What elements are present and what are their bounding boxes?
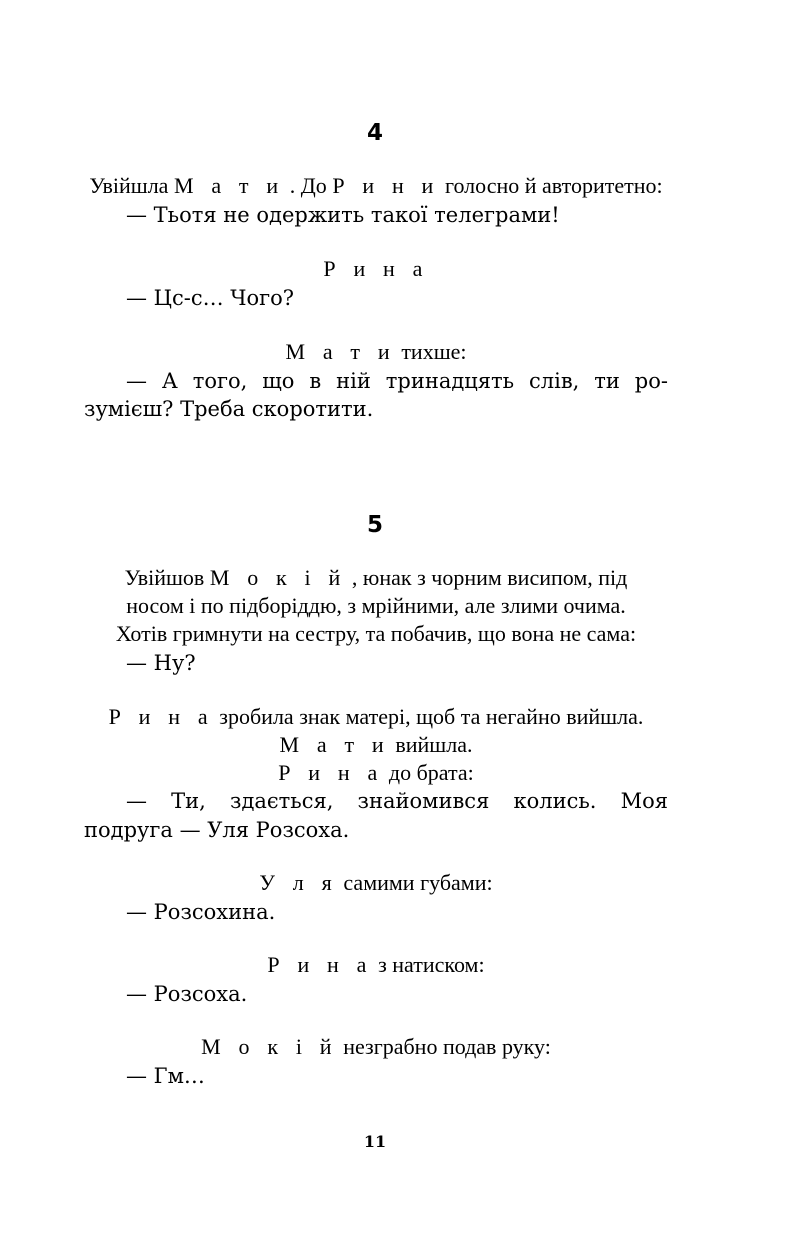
stage-direction: М а т и тихше: [285, 339, 467, 364]
character-name: М о к і й [201, 1034, 338, 1059]
dialogue-line: — Гм… [126, 1064, 205, 1088]
character-name: Р и н а [278, 760, 384, 785]
stage-direction: Р и н а зробила знак матері, щоб та негайно вийшла. [108, 704, 644, 729]
stage-direction: Увійшов М о к і й , юнак з чорним висипом, під [124, 565, 628, 590]
character-name: М а т и [285, 339, 396, 364]
dialogue-line: — Розсоха. [126, 982, 248, 1006]
stage-direction: М а т и вийшла. [279, 732, 473, 757]
stage-direction: Увійшла М а т и . До Р и н и голосно й авторитетно: [89, 173, 663, 198]
stage-direction [84, 255, 668, 283]
dialogue-line: — Цс-с… Чого? [126, 286, 295, 310]
character-name: У л я [259, 870, 338, 895]
page-number: 11 [363, 1132, 387, 1151]
character-name: М а т и [279, 732, 390, 757]
dialogue-line: зумієш? Треба скоротити. [84, 397, 374, 421]
character-name: Р и н и [332, 173, 440, 198]
dialogue-line: — Розсохина. [126, 900, 276, 924]
character-name: Р и н а [108, 704, 214, 729]
stage-direction: У л я самими губами: [259, 870, 493, 895]
dialogue-line: — Ну? [126, 651, 196, 675]
stage-direction: Р и н а з натиском: [267, 952, 485, 977]
stage-direction: Р и н а до брата: [278, 760, 474, 785]
dialogue-line: — А того, що в ній тринадцять слів, ти ро- [126, 369, 668, 393]
dialogue-line: — Ти, здається, знайомився колись. Моя [126, 789, 668, 813]
stage-direction: М о к і й незграбно подав руку: [201, 1034, 551, 1059]
dialogue-line: — Тьотя не одержить такої телеграми! [126, 203, 560, 227]
character-name: М о к і й [209, 565, 347, 590]
dialogue-line: подруга — Уля Розсоха. [84, 818, 350, 842]
character-name: М а т и [173, 173, 285, 198]
character-name: Р и н а [323, 256, 429, 281]
stage-direction: Хотів гримнути на сестру, та побачив, що вона не сама: [115, 621, 637, 646]
character-name: Р и н а [267, 952, 373, 977]
scene-number-5: 5 [366, 512, 383, 538]
scene-number-4: 4 [366, 120, 383, 146]
stage-direction: носом і по підборіддю, з мрійними, але злими очима. [126, 593, 626, 618]
